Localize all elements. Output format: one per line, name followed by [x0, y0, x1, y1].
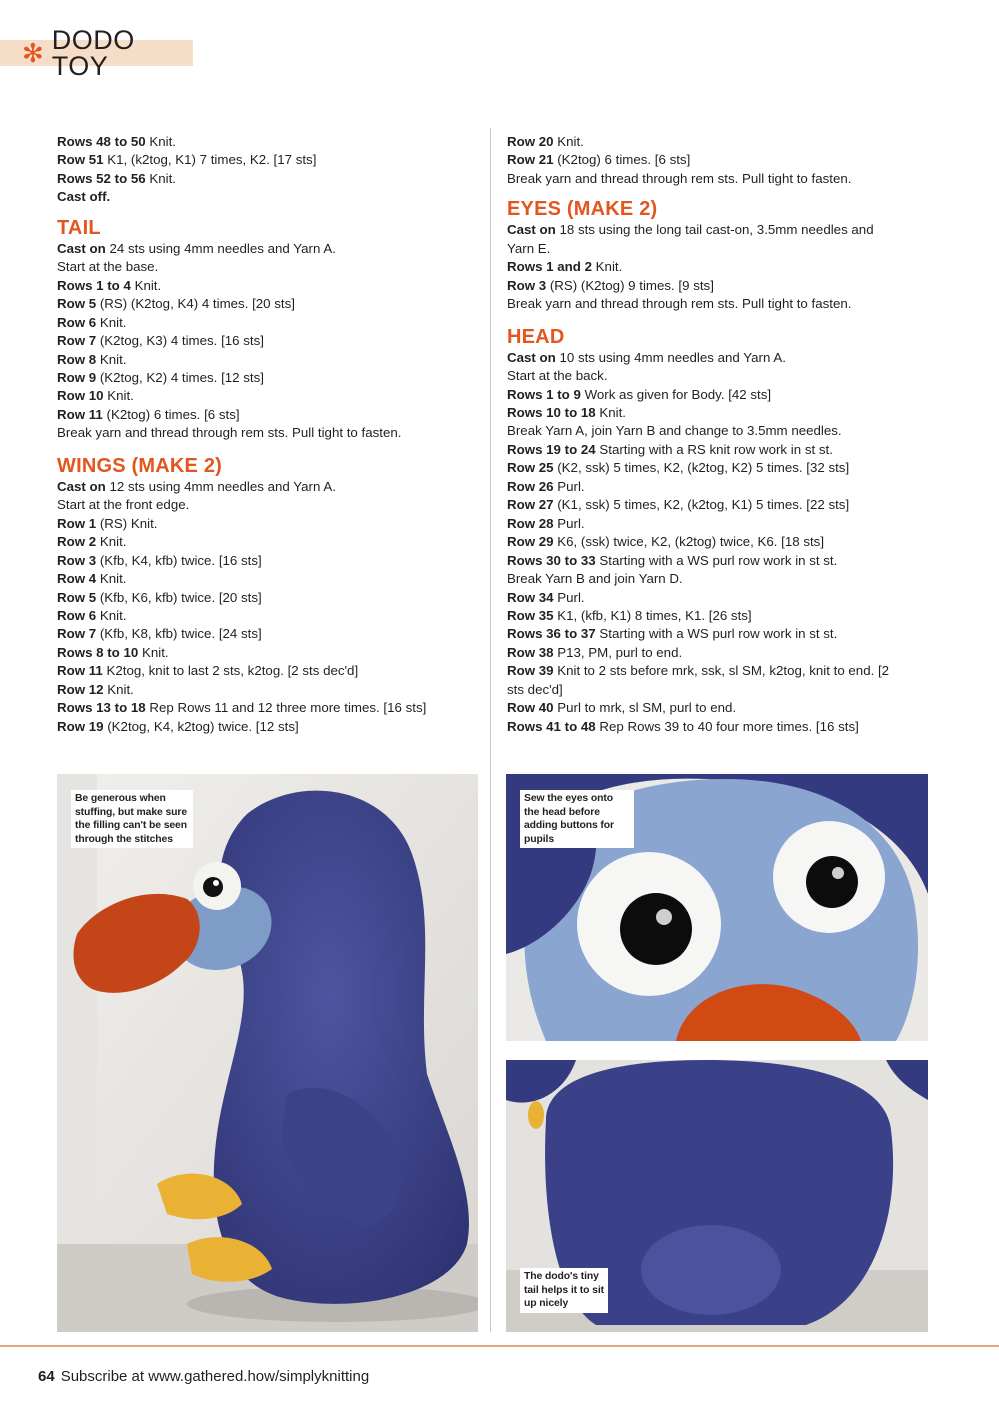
- row-text: Knit.: [96, 607, 127, 623]
- row-text: Purl.: [553, 515, 585, 531]
- instruction-line: [57, 625, 482, 643]
- instruction-line: [57, 369, 482, 387]
- row-text: (K2tog, K2) 4 times. [12 sts]: [96, 369, 264, 385]
- row-label: Row 34: [507, 589, 554, 605]
- row-text: (Kfb, K8, kfb) twice. [24 sts]: [96, 626, 262, 642]
- row-text: 12 sts using 4mm needles and Yarn A.: [105, 478, 336, 494]
- row-text: Purl.: [553, 589, 585, 605]
- row-label: Cast on: [57, 478, 106, 494]
- row-text: (K1, ssk) 5 times, K2, (k2tog, K1) 5 times. [22 sts]: [553, 497, 850, 513]
- instruction-line: [57, 644, 482, 662]
- instruction-line: [507, 277, 902, 295]
- instruction-line: [507, 441, 902, 459]
- row-label: Rows 30 to 33: [507, 552, 596, 568]
- row-label: Row 11: [57, 663, 103, 679]
- instruction-line: [57, 681, 482, 699]
- row-text: Knit to 2 sts before mrk, ssk, sl SM, k2tog, knit to end. [2 sts dec'd]: [507, 663, 890, 697]
- column-divider: [490, 128, 491, 1332]
- instruction-line: [507, 151, 902, 169]
- head-instructions: [507, 349, 902, 737]
- instruction-line: [57, 589, 482, 607]
- row-label: Rows 1 to 9: [507, 386, 581, 402]
- instruction-line: [57, 277, 482, 295]
- instruction-line: [57, 332, 482, 350]
- row-label: Rows 52 to 56: [57, 170, 146, 186]
- right-column: [507, 133, 902, 736]
- row-label: Row 8: [57, 351, 97, 367]
- row-label: Row 29: [507, 534, 554, 550]
- row-text: Rep Rows 11 and 12 three more times. [16 sts]: [145, 700, 427, 716]
- row-text: Knit.: [130, 277, 162, 293]
- wings-instructions: [57, 478, 482, 736]
- subscribe-link[interactable]: Subscribe at www.gathered.how/simplyknitting: [60, 1368, 370, 1385]
- instruction-line: [507, 295, 902, 313]
- instruction-line: [507, 589, 902, 607]
- row-label: Row 6: [57, 607, 97, 623]
- row-text: (RS) (K2tog) 9 times. [9 sts]: [546, 277, 714, 293]
- row-text: Knit.: [96, 351, 127, 367]
- instruction-line: [507, 478, 902, 496]
- row-label: Row 1: [57, 515, 97, 531]
- row-label: Row 12: [57, 681, 104, 697]
- row-label: Cast off.: [57, 189, 111, 205]
- dodo-eyes-photo: [506, 774, 928, 1041]
- body-continuation: [57, 133, 482, 207]
- instruction-line: [507, 367, 902, 385]
- row-text: Starting with a WS purl row work in st st.: [595, 626, 838, 642]
- row-label: Row 51: [57, 152, 104, 168]
- photo-caption-tail: The dodo's tiny tail helps it to sit up nicely: [520, 1268, 608, 1313]
- row-label: Row 7: [57, 626, 97, 642]
- section-header: [0, 25, 193, 81]
- row-text: K1, (kfb, K1) 8 times, K1. [26 sts]: [553, 607, 752, 623]
- instruction-line: [57, 570, 482, 588]
- eyes-heading: EYES (MAKE 2): [507, 198, 658, 221]
- footer-rule: [0, 1345, 999, 1347]
- eyes-instructions: [507, 221, 902, 313]
- instruction-line: [57, 314, 482, 332]
- instruction-line: [57, 424, 482, 442]
- photo-caption-eyes: Sew the eyes onto the head before adding buttons for pupils: [520, 790, 634, 848]
- row-text: Knit.: [591, 259, 623, 275]
- instruction-line: [507, 644, 902, 662]
- instruction-line: [57, 295, 482, 313]
- row-label: Row 35: [507, 607, 554, 623]
- row-text: (Kfb, K6, kfb) twice. [20 sts]: [96, 589, 262, 605]
- row-label: Rows 1 to 4: [57, 277, 131, 293]
- row-text: Knit.: [96, 534, 127, 550]
- row-label: Cast on: [57, 240, 106, 256]
- instruction-line: [507, 570, 902, 588]
- row-label: Row 26: [507, 478, 554, 494]
- row-text: Start at the base.: [57, 259, 159, 275]
- row-text: K2tog, knit to last 2 sts, k2tog. [2 sts dec'd]: [102, 663, 359, 679]
- row-text: Break yarn and thread through rem sts. Pull tight to fasten.: [507, 170, 852, 186]
- section-title: DODO TOY: [51, 25, 135, 81]
- tail-instructions: [57, 240, 482, 443]
- instruction-line: [57, 170, 482, 188]
- row-label: Row 19: [57, 718, 104, 734]
- instruction-line: [57, 151, 482, 169]
- instruction-line: [57, 478, 482, 496]
- row-text: Start at the back.: [507, 368, 608, 384]
- asterisk-flower-icon: ✻: [22, 38, 44, 68]
- dodo-tail-photo: [506, 1060, 928, 1332]
- instruction-line: [507, 386, 902, 404]
- row-label: Row 38: [507, 644, 554, 660]
- row-text: (K2tog) 6 times. [6 sts]: [102, 406, 240, 422]
- instruction-line: [507, 662, 902, 699]
- row-label: Cast on: [507, 222, 556, 238]
- row-label: Row 40: [507, 700, 554, 716]
- row-text: 24 sts using 4mm needles and Yarn A.: [105, 240, 336, 256]
- row-text: Start at the front edge.: [57, 497, 190, 513]
- instruction-line: [57, 258, 482, 276]
- row-label: Row 2: [57, 534, 97, 550]
- instruction-line: [57, 718, 482, 736]
- wings-heading: WINGS (MAKE 2): [57, 454, 223, 477]
- row-label: Rows 10 to 18: [507, 404, 596, 420]
- row-text: Rep Rows 39 to 40 four more times. [16 sts]: [595, 718, 859, 734]
- row-text: Knit.: [96, 571, 127, 587]
- row-text: Break Yarn B and join Yarn D.: [507, 571, 683, 587]
- row-label: Row 6: [57, 314, 97, 330]
- row-label: Rows 48 to 50: [57, 134, 146, 149]
- row-text: Knit.: [145, 134, 176, 149]
- row-text: Knit.: [553, 134, 584, 149]
- row-text: Knit.: [138, 644, 169, 660]
- page-number: 64: [38, 1368, 55, 1385]
- row-label: Rows 19 to 24: [507, 441, 596, 457]
- instruction-line: [57, 240, 482, 258]
- instruction-line: [507, 718, 902, 736]
- row-text: Work as given for Body. [42 sts]: [580, 386, 772, 402]
- row-label: Rows 1 and 2: [507, 259, 592, 275]
- instruction-line: [57, 607, 482, 625]
- row-label: Row 4: [57, 571, 97, 587]
- row-label: Row 3: [507, 277, 547, 293]
- row-text: (RS) (K2tog, K4) 4 times. [20 sts]: [96, 296, 295, 312]
- row-label: Row 20: [507, 134, 554, 149]
- row-label: Row 39: [507, 663, 554, 679]
- row-label: Rows 36 to 37: [507, 626, 596, 642]
- row-text: Break Yarn A, join Yarn B and change to 3.5mm needles.: [507, 423, 842, 439]
- row-label: Row 5: [57, 296, 97, 312]
- row-label: Row 11: [57, 406, 103, 422]
- instruction-line: [57, 188, 482, 206]
- instruction-line: [57, 496, 482, 514]
- row-label: Row 9: [57, 369, 97, 385]
- row-text: (K2, ssk) 5 times, K2, (k2tog, K2) 5 times. [32 sts]: [553, 460, 850, 476]
- tail-heading: TAIL: [57, 216, 101, 239]
- row-label: Row 28: [507, 515, 554, 531]
- row-text: Starting with a WS purl row work in st st.: [595, 552, 838, 568]
- instruction-line: [57, 662, 482, 680]
- row-label: Row 3: [57, 552, 97, 568]
- row-label: Row 25: [507, 460, 554, 476]
- row-text: K1, (k2tog, K1) 7 times, K2. [17 sts]: [103, 152, 317, 168]
- instruction-line: [507, 221, 902, 258]
- row-text: Knit.: [96, 314, 127, 330]
- tail-finish-instructions: [507, 133, 902, 188]
- row-label: Rows 13 to 18: [57, 700, 146, 716]
- instruction-line: [507, 607, 902, 625]
- photo-caption-stuffing: Be generous when stuffing, but make sure the filling can't be seen through the stitches: [71, 790, 193, 848]
- row-text: Knit.: [595, 404, 626, 420]
- row-text: Knit.: [103, 681, 134, 697]
- row-text: Break yarn and thread through rem sts. Pull tight to fasten.: [57, 425, 402, 441]
- instruction-line: [507, 515, 902, 533]
- instruction-line: [57, 552, 482, 570]
- row-text: 10 sts using 4mm needles and Yarn A.: [555, 349, 786, 365]
- head-heading: HEAD: [507, 325, 565, 348]
- dodo-side-photo: [57, 774, 478, 1332]
- instruction-line: [507, 170, 902, 188]
- instruction-line: [507, 349, 902, 367]
- row-label: Rows 8 to 10: [57, 644, 139, 660]
- row-text: P13, PM, purl to end.: [553, 644, 683, 660]
- instruction-line: [57, 133, 482, 151]
- instruction-line: [507, 133, 902, 151]
- row-text: (Kfb, K4, kfb) twice. [16 sts]: [96, 552, 262, 568]
- instruction-line: [507, 699, 902, 717]
- row-text: Starting with a RS knit row work in st st.: [595, 441, 833, 457]
- row-text: (K2tog) 6 times. [6 sts]: [553, 152, 691, 168]
- row-label: Row 21: [507, 152, 554, 168]
- row-text: (RS) Knit.: [96, 515, 158, 531]
- row-text: (K2tog, K4, k2tog) twice. [12 sts]: [103, 718, 299, 734]
- instruction-line: [57, 351, 482, 369]
- row-text: Purl to mrk, sl SM, purl to end.: [553, 700, 737, 716]
- row-text: Knit.: [145, 170, 176, 186]
- instruction-line: [507, 404, 902, 422]
- row-text: Break yarn and thread through rem sts. Pull tight to fasten.: [507, 296, 852, 312]
- instruction-line: [57, 387, 482, 405]
- instruction-line: [507, 552, 902, 570]
- row-label: Row 10: [57, 388, 104, 404]
- row-label: Cast on: [507, 349, 556, 365]
- instruction-line: [507, 459, 902, 477]
- row-text: 18 sts using the long tail cast-on, 3.5mm needles and Yarn E.: [507, 222, 874, 256]
- row-label: Rows 41 to 48: [507, 718, 596, 734]
- left-column: [57, 133, 482, 736]
- instruction-line: [507, 625, 902, 643]
- row-label: Row 7: [57, 333, 97, 349]
- instruction-line: [507, 422, 902, 440]
- row-text: K6, (ssk) twice, K2, (k2tog) twice, K6. [18 sts]: [553, 534, 825, 550]
- instruction-line: [57, 699, 482, 717]
- row-text: Knit.: [103, 388, 134, 404]
- instruction-line: [57, 406, 482, 424]
- instruction-line: [507, 258, 902, 276]
- instruction-line: [507, 496, 902, 514]
- instruction-line: [507, 533, 902, 551]
- instruction-line: [57, 533, 482, 551]
- footer: [38, 1368, 369, 1385]
- instruction-line: [57, 515, 482, 533]
- row-text: (K2tog, K3) 4 times. [16 sts]: [96, 333, 264, 349]
- row-label: Row 5: [57, 589, 97, 605]
- row-text: Purl.: [553, 478, 585, 494]
- row-label: Row 27: [507, 497, 554, 513]
